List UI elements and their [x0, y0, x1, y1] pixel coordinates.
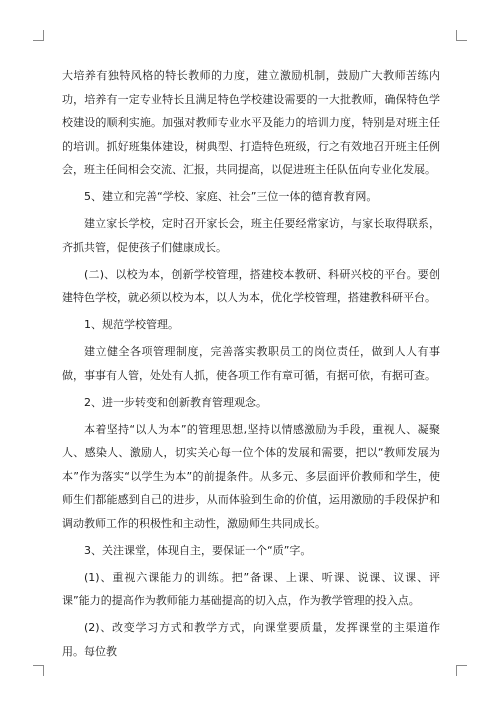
paragraph: 3、关注课堂，体现自主，要保证一个“质”字。 — [84, 543, 312, 557]
paragraph: 本着坚持“以人为本”的管理思想,坚持以情感激励为手段，重视人、凝聚人、感染人、激励人，切实关心每一位个体的发展和需要，把以“教师发展为本”作为落实“以学生为本”的前提条件。从多元、多层面评价教师和学生，使师生们都能感到自己的进步，从而体验到生命的价值，运用激励的手段保护和调动教师工作的积极性和主动性，激励师生共同成长。 — [62, 422, 440, 530]
paragraph: (1)、重视六课能力的训练。把”备课、上课、听课、说课、议课、评课”能力的提高作为教师能力基础提高的切入点，作为教学管理的投入点。 — [62, 570, 440, 607]
paragraph: 5、建立和完善“学校、家庭、社会”三位一体的德育教育网。 — [84, 190, 378, 203]
paragraph: (2)、改变学习方式和教学方式，向课堂要质量，发挥课堂的主渠道作用。每位教 — [62, 621, 440, 658]
paragraph: 大培养有独特风格的特长教师的力度，建立激励机制，鼓励广大教师苦练内功，培养有一定专业特长且满足特色学校建设需要的一大批教师，确保特色学校建设的顺利实施。加强对教师专业水平及能力的培训力度，特别是对班主任的培训。抓好班集体建设，树典型、打造特色班级，行之有效地召开班主任例会，班主任间相会交流、汇报，共同提高，以促进班主任队伍向专业化发展。 — [62, 69, 440, 176]
crop-mark-top-left — [33, 30, 44, 41]
document-body — [62, 64, 440, 667]
crop-mark-bottom-left — [33, 665, 44, 676]
crop-mark-bottom-right — [456, 665, 467, 676]
paragraph: 1、规范学校管理。 — [84, 318, 179, 331]
paragraph: 2、进一步转变和创新教育管理观念。 — [84, 395, 267, 409]
crop-mark-top-right — [456, 30, 467, 41]
paragraph: 建立健全各项管理制度，完善落实教职员工的岗位责任，做到人人有事做，事事有人管，处处有人抓，使各项工作有章可循，有据可依，有据可查。 — [62, 345, 440, 382]
paragraph: 建立家长学校，定时召开家长会，班主任要经常家访，与家长取得联系，齐抓共管，促使孩子们健康成长。 — [62, 217, 440, 254]
paragraph: (二)、以校为本，创新学校管理，搭建校本教研、科研兴校的平台。要创建特色学校，就必须以校为本，以人为本，优化学校管理，搭建教科研平台。 — [62, 267, 440, 304]
